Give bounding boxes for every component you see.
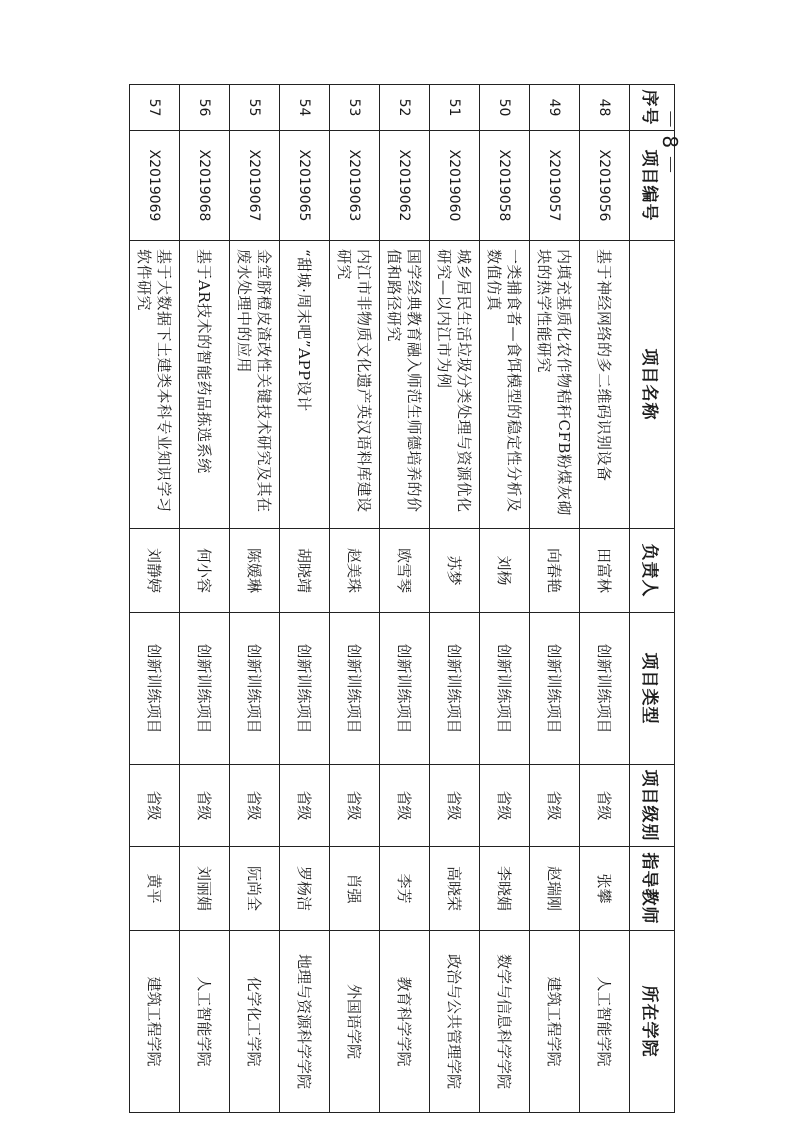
advisor-cell: 肖强 xyxy=(330,847,380,931)
row-index-cell: 56 xyxy=(180,85,230,131)
college-cell: 人工智能学院 xyxy=(580,931,630,1113)
header-cell: 项目名称 xyxy=(630,241,675,529)
project-level-cell: 省级 xyxy=(380,765,430,847)
project-code-cell: X2019069 xyxy=(130,131,180,241)
project-code-cell: X2019062 xyxy=(380,131,430,241)
college-cell: 地理与资源科学学院 xyxy=(280,931,330,1113)
advisor-cell: 李芳 xyxy=(380,847,430,931)
college-cell: 教育科学学院 xyxy=(380,931,430,1113)
project-level-cell: 省级 xyxy=(330,765,380,847)
table-row xyxy=(330,85,380,1113)
project-leader-cell: 田富林 xyxy=(580,529,630,613)
project-code-cell: X2019065 xyxy=(280,131,330,241)
project-code-cell: X2019068 xyxy=(180,131,230,241)
project-type-cell: 创新训练项目 xyxy=(530,613,580,765)
project-name-cell: 基于神经网络的多二维码识别设备 xyxy=(580,241,630,529)
table-row xyxy=(430,85,480,1113)
college-cell: 人工智能学院 xyxy=(180,931,230,1113)
row-index-cell: 52 xyxy=(380,85,430,131)
row-index-cell: 50 xyxy=(480,85,530,131)
row-index-cell: 54 xyxy=(280,85,330,131)
header-cell: 项目级别 xyxy=(630,765,675,847)
header-cell: 指导教师 xyxy=(630,847,675,931)
header-cell: 项目类型 xyxy=(630,613,675,765)
advisor-cell: 赵瑞刚 xyxy=(530,847,580,931)
project-type-cell: 创新训练项目 xyxy=(580,613,630,765)
project-leader-cell: 陈媛琳 xyxy=(230,529,280,613)
advisor-cell: 黄平 xyxy=(130,847,180,931)
project-leader-cell: 何小容 xyxy=(180,529,230,613)
project-level-cell: 省级 xyxy=(480,765,530,847)
project-code-cell: X2019067 xyxy=(230,131,280,241)
row-index-cell: 57 xyxy=(130,85,180,131)
advisor-cell: 刘丽娟 xyxy=(180,847,230,931)
project-type-cell: 创新训练项目 xyxy=(480,613,530,765)
table-row xyxy=(180,85,230,1113)
project-leader-cell: 刘静婷 xyxy=(130,529,180,613)
project-level-cell: 省级 xyxy=(130,765,180,847)
advisor-cell: 李晓娟 xyxy=(480,847,530,931)
project-table xyxy=(129,84,675,1113)
project-name-cell: 国学经典教育融入师范生师德培养的价值和路径研究 xyxy=(380,241,430,529)
project-name-cell: 内江市非物质文化遗产英汉语料库建设研究 xyxy=(330,241,380,529)
table-row xyxy=(380,85,430,1113)
header-cell: 所在学院 xyxy=(630,931,675,1113)
project-name-cell: 城乡居民生活垃圾分类处理与资源优化研究—以内江市为例 xyxy=(430,241,480,529)
project-name-cell: 内填充基质化农作物秸秆CFB粉煤灰砌块的热学性能研究 xyxy=(530,241,580,529)
table-header-row xyxy=(630,85,675,1113)
page-number: － 8 － xyxy=(658,109,682,175)
row-index-cell: 53 xyxy=(330,85,380,131)
project-code-cell: X2019056 xyxy=(580,131,630,241)
project-leader-cell: 刘杨 xyxy=(480,529,530,613)
row-index-cell: 48 xyxy=(580,85,630,131)
college-cell: 化学化工学院 xyxy=(230,931,280,1113)
advisor-cell: 阮尚全 xyxy=(230,847,280,931)
header-cell: 项目编号 xyxy=(630,131,675,241)
college-cell: 数学与信息科学学院 xyxy=(480,931,530,1113)
project-code-cell: X2019057 xyxy=(530,131,580,241)
project-level-cell: 省级 xyxy=(180,765,230,847)
table-row xyxy=(130,85,180,1113)
rotated-page-content xyxy=(133,84,675,1112)
table-row xyxy=(280,85,330,1113)
row-index-cell: 49 xyxy=(530,85,580,131)
project-leader-cell: 胡晓靖 xyxy=(280,529,330,613)
table-row xyxy=(230,85,280,1113)
college-cell: 建筑工程学院 xyxy=(530,931,580,1113)
project-level-cell: 省级 xyxy=(530,765,580,847)
project-name-cell: “甜城·周末吧”APP设计 xyxy=(280,241,330,529)
college-cell: 建筑工程学院 xyxy=(130,931,180,1113)
project-type-cell: 创新训练项目 xyxy=(280,613,330,765)
project-type-cell: 创新训练项目 xyxy=(330,613,380,765)
project-type-cell: 创新训练项目 xyxy=(430,613,480,765)
header-cell: 负责人 xyxy=(630,529,675,613)
project-level-cell: 省级 xyxy=(430,765,480,847)
header-cell: 序号 xyxy=(630,85,675,131)
advisor-cell: 罗杨洁 xyxy=(280,847,330,931)
table-row xyxy=(580,85,630,1113)
project-code-cell: X2019063 xyxy=(330,131,380,241)
project-code-cell: X2019058 xyxy=(480,131,530,241)
row-index-cell: 51 xyxy=(430,85,480,131)
college-cell: 政治与公共管理学院 xyxy=(430,931,480,1113)
advisor-cell: 张攀 xyxy=(580,847,630,931)
project-level-cell: 省级 xyxy=(230,765,280,847)
project-type-cell: 创新训练项目 xyxy=(180,613,230,765)
project-name-cell: 基于AR技术的智能药品拣选系统 xyxy=(180,241,230,529)
project-type-cell: 创新训练项目 xyxy=(130,613,180,765)
project-name-cell: 一类捕食者—食饵模型的稳定性分析及数值仿真 xyxy=(480,241,530,529)
project-leader-cell: 向春艳 xyxy=(530,529,580,613)
project-name-cell: 基于大数据下土建类本科专业知识学习软件研究 xyxy=(130,241,180,529)
project-level-cell: 省级 xyxy=(580,765,630,847)
project-code-cell: X2019060 xyxy=(430,131,480,241)
project-leader-cell: 苏梦 xyxy=(430,529,480,613)
table-row xyxy=(480,85,530,1113)
project-name-cell: 金堂脐橙皮渣改性关键技术研究及其在废水处理中的应用 xyxy=(230,241,280,529)
advisor-cell: 高晓荣 xyxy=(430,847,480,931)
project-type-cell: 创新训练项目 xyxy=(380,613,430,765)
college-cell: 外国语学院 xyxy=(330,931,380,1113)
row-index-cell: 55 xyxy=(230,85,280,131)
project-type-cell: 创新训练项目 xyxy=(230,613,280,765)
project-level-cell: 省级 xyxy=(280,765,330,847)
project-leader-cell: 赵美珠 xyxy=(330,529,380,613)
project-leader-cell: 欧雪琴 xyxy=(380,529,430,613)
table-row xyxy=(530,85,580,1113)
